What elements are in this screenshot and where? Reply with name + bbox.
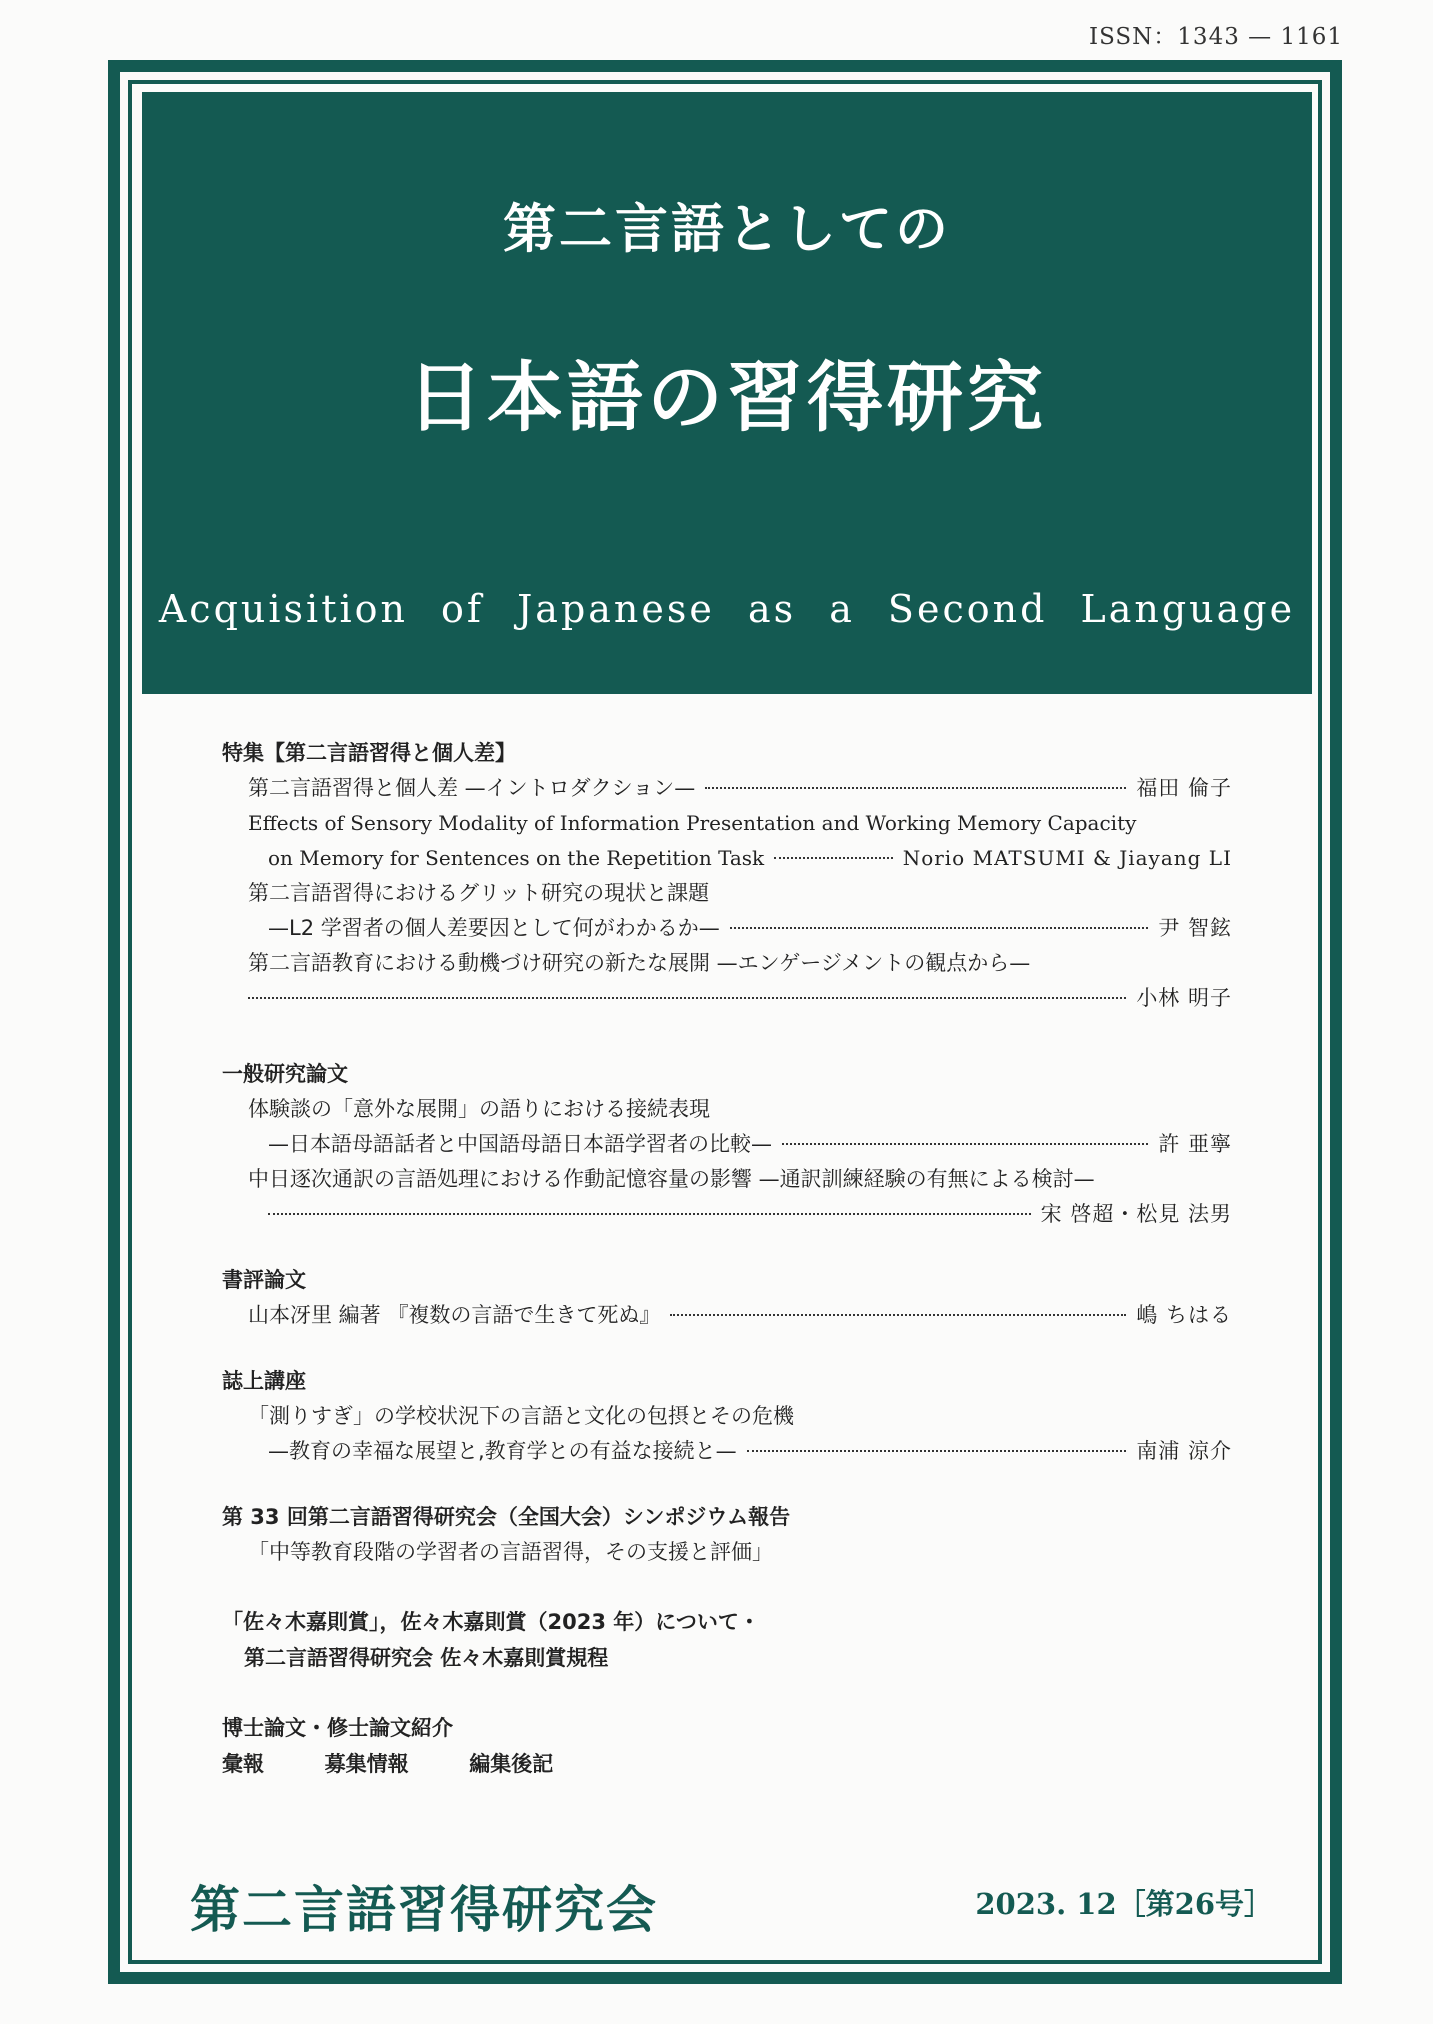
entry-title: 第二言語習得におけるグリット研究の現状と課題 <box>248 881 710 905</box>
section-heading: 誌上講座 <box>222 1369 306 1393</box>
section-heading: 第 33 回第二言語習得研究会（全国大会）シンポジウム報告 <box>222 1505 791 1529</box>
section-heading: 書評論文 <box>222 1268 306 1292</box>
toc-entry-continued <box>222 1434 1232 1469</box>
entry-title: Effects of Sensory Modality of Information Presentation and Working Memory Capacity <box>248 811 1137 835</box>
toc-entry <box>222 1399 1232 1434</box>
toc-entry-continued <box>222 981 1232 1016</box>
toc-entry-continued <box>222 1127 1232 1162</box>
award-line-1: 「佐々木嘉則賞」，佐々木嘉則賞（2023 年）について・ <box>222 1610 760 1634</box>
misc-item: 募集情報 <box>324 1752 409 1776</box>
issue-date: 2023. 12［第26号］ <box>975 1887 1273 1921</box>
entry-author: 南浦 涼介 <box>1136 1439 1232 1463</box>
entry-author: 宋 啓超・松見 法男 <box>1040 1202 1232 1226</box>
symposium-subtitle: 「中等教育段階の学習者の言語習得，その支援と評価」 <box>248 1540 773 1564</box>
entry-title-cont: on Memory for Sentences on the Repetition Task <box>268 846 765 870</box>
misc-item: 彙報 <box>222 1752 264 1776</box>
toc-entry <box>222 1162 1232 1197</box>
publisher-name: 第二言語習得研究会 <box>190 1880 658 1939</box>
entry-title: 第二言語教育における動機づけ研究の新たな展開 —エンゲージメントの観点から— <box>248 951 1031 975</box>
toc-section-lecture <box>222 1363 1232 1469</box>
toc-section-general <box>222 1056 1232 1232</box>
toc-section-misc <box>222 1710 1232 1782</box>
entry-title: 山本冴里 編著 『複数の言語で生きて死ぬ』 <box>248 1303 661 1327</box>
misc-line-1: 博士論文・修士論文紹介 <box>222 1716 453 1740</box>
toc-entry-continued <box>222 1197 1232 1232</box>
misc-items <box>222 1746 1232 1782</box>
toc-entry <box>222 876 1232 911</box>
toc-section-feature <box>222 735 1232 1016</box>
entry-author: 福田 倫子 <box>1136 776 1232 800</box>
toc-entry <box>222 806 1232 841</box>
toc-entry <box>222 1092 1232 1127</box>
entry-title: 第二言語習得と個人差 —イントロダクション— <box>248 776 696 800</box>
entry-title-cont: —L2 学習者の個人差要因として何がわかるか— <box>268 916 720 940</box>
toc-entry <box>222 946 1232 981</box>
table-of-contents <box>222 735 1232 1808</box>
subtitle-jp: 第二言語としての <box>503 198 951 260</box>
entry-author: Norio MATSUMI & Jiayang LI <box>902 846 1232 870</box>
toc-section-review <box>222 1262 1232 1333</box>
toc-entry-continued <box>222 911 1232 946</box>
entry-author: 許 亜寧 <box>1158 1132 1232 1156</box>
toc-entry <box>222 1298 1232 1333</box>
entry-title-cont: —教育の幸福な展望と,教育学との有益な接続と— <box>268 1439 737 1463</box>
title-banner <box>142 92 1312 694</box>
section-heading: 一般研究論文 <box>222 1062 348 1086</box>
entry-author: 小林 明子 <box>1136 986 1232 1010</box>
entry-title: 中日逐次通訳の言語処理における作動記憶容量の影響 —通訳訓練経験の有無による検討— <box>248 1167 1095 1191</box>
misc-item: 編集後記 <box>469 1752 554 1776</box>
section-heading: 特集【第二言語習得と個人差】 <box>222 741 516 765</box>
title-jp: 日本語の習得研究 <box>407 353 1047 442</box>
toc-entry <box>222 771 1232 806</box>
entry-title: 「測りすぎ」の学校状況下の言語と文化の包摂とその危機 <box>248 1404 794 1428</box>
toc-section-award <box>222 1604 1232 1676</box>
entry-author: 嶋 ちはる <box>1136 1303 1232 1327</box>
toc-entry-continued <box>222 841 1232 876</box>
entry-title: 体験談の「意外な展開」の語りにおける接続表現 <box>248 1097 710 1121</box>
award-line-2: 第二言語習得研究会 佐々木嘉則賞規程 <box>244 1646 609 1670</box>
entry-title-cont: —日本語母語話者と中国語母語日本語学習者の比較— <box>268 1132 772 1156</box>
entry-author: 尹 智鉉 <box>1158 916 1232 940</box>
issn: ISSN：1343 — 1161 <box>1088 24 1343 50</box>
title-en: Acquisition of Japanese as a Second Language <box>158 587 1296 631</box>
toc-section-symposium <box>222 1499 1232 1570</box>
